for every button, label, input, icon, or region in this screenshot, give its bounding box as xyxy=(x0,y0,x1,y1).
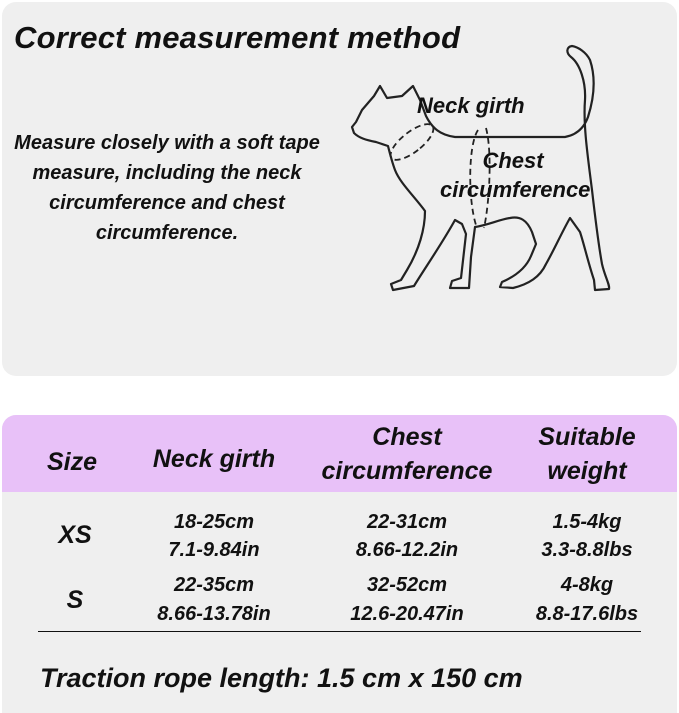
neck-girth-label: Neck girth xyxy=(417,93,525,118)
chest-cm-cell: 32-52cm xyxy=(366,574,448,596)
weight-kg-cell: 1.5-4kg xyxy=(552,511,622,533)
traction-rope-note: Traction rope length: 1.5 cm x 150 cm xyxy=(40,663,523,693)
weight-kg-cell: 4-8kg xyxy=(560,574,614,596)
neck-in-cell: 7.1-9.84in xyxy=(168,539,260,561)
header-chest-circumference: Chest circumference xyxy=(321,423,493,485)
chest-circumference-label: Chest circumference xyxy=(440,148,591,202)
header-suitable-weight: Suitable weight xyxy=(538,423,636,485)
table-row-size: XS xyxy=(58,521,92,549)
chest-cm-cell: 22-31cm xyxy=(366,511,448,533)
table-row-size: S xyxy=(66,586,84,614)
neck-in-cell: 8.66-13.78in xyxy=(157,603,271,625)
table-divider xyxy=(38,631,641,632)
weight-lbs-cell: 8.8-17.6lbs xyxy=(535,603,639,625)
chest-in-cell: 8.66-12.2in xyxy=(355,539,459,561)
measurement-instructions: Measure closely with a soft tape measure, including the neck circumference and chest circumference. xyxy=(14,132,320,244)
page-title: Correct measurement method xyxy=(14,20,461,55)
header-neck-girth: Neck girth xyxy=(152,445,276,473)
weight-lbs-cell: 3.3-8.8lbs xyxy=(541,539,633,561)
chest-in-cell: 12.6-20.47in xyxy=(350,603,464,625)
neck-cm-cell: 22-35cm xyxy=(173,574,255,596)
header-size: Size xyxy=(46,448,98,476)
neck-cm-cell: 18-25cm xyxy=(173,511,255,533)
